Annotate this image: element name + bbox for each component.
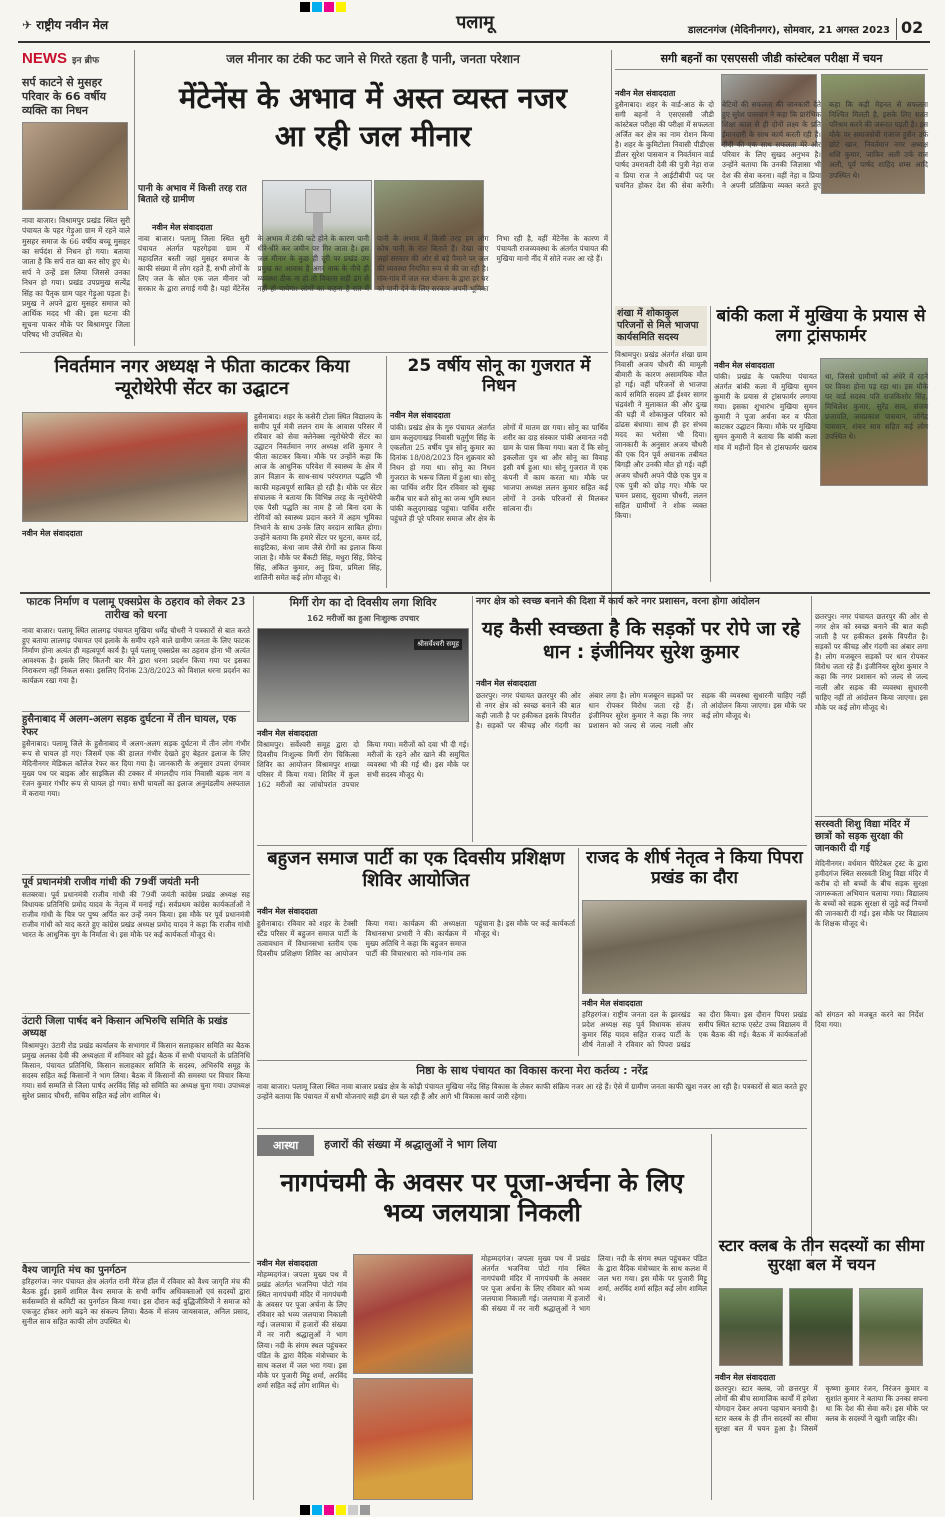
nagpanchami-story	[257, 1132, 707, 1502]
nagpanchami-kicker: आस्था हजारों की संख्या में श्रद्धालुओं ने भाग लिया	[257, 1132, 707, 1158]
rjd-meeting-photo	[582, 900, 807, 994]
epilepsy-subhead: 162 मरीजों का हुआ निःशुल्क उपचार	[306, 613, 420, 623]
nagpanchami-body-a: मोहम्मदगंज। जपला मुख्य पथ में प्रखंड अंतर्गत भजनिया पोटो गांव स्थित नागपंचमी मंदिर में नागपंचमी के अवसर पर पूजा अर्चना के लिए रविवार को भव्य जलयात्रा निकाली गई। जलयात्रा में हजारों की संख्या में नर नारी श्रद्धालुओं ने भाग लिया। नदी के संगम स्थल पहुंचकर पंडित के द्वारा वैदिक मंत्रोच्चार के साथ कलश में जल भरा गया। इस मौके पर पुजारी मिट्टू शर्मा, अरविंद शर्मा सहित कई लोग शामिल थे।	[257, 1270, 347, 1390]
star-member-photo-3	[859, 1288, 923, 1366]
clean-byline: नवीन मेल संवाददाता	[476, 678, 537, 688]
panchayat-story	[257, 1064, 807, 1124]
page-number: 02	[896, 18, 926, 40]
saraswati-body: मेदिनीनगर। वर्धमान चैरिटेबल ट्रस्ट के द्वारा हमीदगंज स्थित सरस्वती शिशु विद्या मंदिर में करीब दो सौ बच्चों के बीच सड़क सुरक्षा जागरूकता अभियान चलाया गया। विद्यालय के बच्चों को सड़क सुरक्षा से जुड़े कई नियमों की जानकारी दी गई। इस मौके पर विद्यालय के शिक्षक मौजूद थे।	[815, 858, 928, 929]
news-brief	[22, 48, 130, 346]
header-rule	[18, 41, 930, 43]
rjd-byline: नवीन मेल संवाददाता	[582, 999, 643, 1008]
camp-photo	[257, 628, 469, 722]
accident-body: हुसैनाबाद। पलामू जिले के हुसैनाबाद में अलग-अलग सड़क दुर्घटना में तीन लोग गंभीर रूप से घायल हो गए। जिसमें एक की हालत गंभीर देखते हुए बेहतर इलाज के लिए मेदिनीनगर मेडिकल कॉलेज रेफर कर दिया गया है। जानकारी के अनुसार उपला दंगवार मुख्य पथ पर बाइक और साइकिल की टक्कर में मंगलदीप गांव निवासी बड़क नाग व रंजन कुमार गंभीर रूप से घायल हो गया। सभी घायलों का इलाज अनुमंडलीय अस्पताल में कराया गया।	[22, 739, 250, 799]
clean-body-continued: छतरपुर। नगर पंचायत छतरपुर की ओर से नगर क्षेत्र को स्वच्छ बनाने की बात कही जाती है पर हकीकत इसके विपरीत है। सड़कों पर कीचड़ और गंदगी का अंबार लगा है। लोग मजबूरन सड़कों पर धान रोपकर विरोध जता रहे हैं। इंजीनियर सुरेश कुमार ने कहा कि नगर प्रशासन को जल्द से जल्द नाली और सड़क की व्यवस्था सुधारनी चाहिए नहीं तो आंदोलन किया जाएगा। इस मौके पर कई लोग मौजूद थे।	[815, 612, 928, 712]
epilepsy-byline: नवीन मेल संवाददाता	[257, 729, 318, 738]
star-body: छतरपुर। स्टार क्लब, जो छत्तरपुर में लोगों की बीच सामाजिक कार्यों में हमेशा योगदान देकर अपना पहचान बनायी है। स्टार क्लब के ही तीन सदस्यों का सीमा सुरक्षा बल में चयन हुआ है। जिसमें कृष्णा कुमार रंजन, निरंजन कुमार व सुशांत कुमार ने बताया कि उनका सपना था कि देश की सेवा करें। इस मौके पर क्लब के सदस्यों ने खुशी जाहिर की।	[715, 1384, 928, 1434]
clean-body: छतरपुर। नगर पंचायत छतरपुर की ओर से नगर क्षेत्र को स्वच्छ बनाने की बात कही जाती है पर हकीकत इसके विपरीत है। सड़कों पर कीचड़ और गंदगी का अंबार लगा है। लोग मजबूरन सड़कों पर धान रोपकर विरोध जता रहे हैं। इंजीनियर सुरेश कुमार ने कहा कि नगर प्रशासन को जल्द से जल्द नाली और सड़क की व्यवस्था सुधारनी चाहिए नहीं तो आंदोलन किया जाएगा। इस मौके पर कई लोग मौजूद थे।	[476, 690, 806, 731]
constables-body: हुसैनाबाद। शहर के वार्ड-आठ के दो सगी बहनों ने एसएससी जीडी कांस्टेबल परीक्षा की परीक्षा में सफलता अर्जित कर क्षेत्र का नाम रोशन किया है। शहर के कुमिटोला निवासी पीडीएस डीलर सुरेश पासवान व निवर्तमान वार्ड पार्षद उमरावती देवी की पुत्री नेहा राज व प्रिया राज ने आईटीबीपी पद पर चयनित होकर देश की सेवा करेंगी। बेटियों की सफलता की जानकारी देते हुए सुरेश पासवान ने कहा कि प्रारंभिक शिक्षा काल से ही दोनों लक्ष्य के प्रति ईमानदारी के साथ कार्य करती रही हैं। दीदी की एक साथ सफलता मेरे और परिवार के लिए सुखद अनुभव है। उन्होंने बताया कि उनकी जिज्ञासा भी देश की सेवा करना। वहीं नेहा व प्रिया ने अपनी प्रतिक्रिया व्यक्त करते हुए कहा कि कड़ी मेहनत से सफलता निश्चित मिलती है, इसके लिए सतत परिश्रम करने की जरूरत पड़ती है। इस मौके पर समाजसेवी एजाज हुसैन उर्फ छोटे खान, निवर्तमान नगर अध्यक्ष शशि कुमार, जाकिर अली उर्फ राज अली, पूर्व पार्षद शाहिद शम्स आदि उपस्थित थे।	[615, 100, 928, 190]
rjd-body: हरिहरगंज। राष्ट्रीय जनता दल के झारखंड प्रदेश अध्यक्ष सह पूर्व विधायक संजय कुमार सिंह यादव सहित राजद पार्टी के शीर्ष नेताओं ने रविवार को पिपरा प्रखंड का दौरा किया। इस दौरान पिपरा प्रखंड समीप स्थित स्टाफ एस्टेट उच्च विद्यालय में एक बैठक की गई। बैठक में कार्यकर्ताओं को संगठन को मजबूत करने का निर्देश दिया गया।	[582, 1010, 924, 1050]
page-header	[0, 0, 945, 46]
section-name: पलामू	[456, 12, 494, 33]
transformer-body: पांकी। प्रखंड के पकरिया पंचायत अंतर्गत बांकी कला में मुखिया सुमन कुमारी के प्रयास से ट्रांसफार्मर लगाया गया। इसका शुभारंभ मुखिया सुमन कुमारी ने पूजा अर्चना कर व फीता काटकर उद्घाटन किया। मौके पर मुखिया सुमन कुमारी ने बताया कि बांकी कला गांव में महीनों दिन से ट्रांसफार्मर खराब था, जिससे ग्रामीणों को अंधेरे में रहने पर विवश होना पड़ रहा था। इस मौके पर वार्ड सदस्य पति राजकिशोर सिंह, मिथिलेश कुमार, सुरेंद्र साव, संजय प्रजापति, जयप्रकाश पासवान, जोगेंद्र पासवान, शंकर साव सहित कई लोग उपस्थित थे।	[714, 372, 928, 452]
faith-tag: आस्था	[257, 1135, 314, 1156]
constables-story	[615, 52, 928, 302]
clean-story	[476, 596, 806, 842]
clean-headline: यह कैसी स्वच्छता है कि सड़कों पर रोपे जा रहे धान : इंजीनियर सुरेश कुमार	[481, 617, 801, 663]
clean-kicker: नगर क्षेत्र को स्वच्छ बनाने की दिशा में कार्य करे नगर प्रशासन, वरना होगा आंदोलन	[476, 596, 760, 607]
epilepsy-headline: मिर्गी रोग का दो दिवसीय लगा शिविर	[289, 596, 437, 609]
gate-body: नावा बाजार। पलामू स्थित लालगढ़ पंचायत मुखिया धर्मेंद्र चौधरी ने पत्रकारों से बात करते हुए बताया लालगढ़ पंचायत एवं इलाके के समीप रहने वाले ग्रामीण जनता के लिए फाटक निर्माण होना अत्यंत ही महत्वपूर्ण कार्य है। पूर्व पलामू एक्सप्रेस का ठहराव होना भी अत्यंत आवश्यक है। इसके लिए कितनी बार मैंने द्वारा धरना प्रदर्शन किया गया पर इसका निराकरण नहीं निकल सका। इसलिए दिनांक 23/8/2023 को विशाल धरना प्रदर्शन का कार्यक्रम रखा गया है।	[22, 626, 250, 686]
jalyatra-photo-2	[353, 1378, 473, 1500]
gate-story	[22, 596, 250, 1500]
sonu-story	[390, 356, 608, 588]
nagpanchami-headline: नागपंचमी के अवसर पर पूजा-अर्चना के लिए भव्य जलयात्रा निकली	[280, 1168, 684, 1227]
bsp-story	[257, 848, 575, 1058]
bird-logo-icon: ✈	[22, 18, 33, 32]
panchayat-body: नावा बाजार। पलामू जिला स्थित नावा बाजार प्रखंड क्षेत्र के कोढ़ी पंचायत मुखिया नरेंद्र सिंह विकास के लेकर काफी संक्रिय नजर आ रहे हैं। ऐसे में ग्रामीण जनता काफी खुश नजर आ रही है। पत्रकारों से बात करते हुए उन्होंने बताया कि पंचायत में सभी योजनाएं सही ढंग से चल रही हैं और आगे भी विकास कार्य जारी रहेगा।	[257, 1081, 807, 1101]
vaishya-headline: वैश्य जागृति मंच का पुनर्गठन	[22, 1262, 250, 1278]
lead-body: नावा बाजार। पलामू जिला स्थित सुरी पंचायत अंतर्गत पहरगेड़वा ग्राम में महादलित बस्ती जहां मुसहर समाज के काफी संख्या में लोग रहते हैं, सभी लोगों के लिए जल के स्रोत एक जल मीनार जो सरकार के द्वारा लगाई गयी है। यहां मेंटेनेंस के अभाव में टंकी फटे होने के कारण पानी धीरे-धीरे कर जमीन पर गिर जाता है। इस जल मीनार के कुछ ही दूरी पर प्रखंड उप प्रमुख का आवास है अगर नाक के नीचे ही व्यवस्था ठीक ना हो तो विकास सही ढंग से नहीं हो पायेगा। लोगों का कहना है रात में पानी के अभाव में किसी तरह हम लोग कोष पानी के रात बिताते हैं। देखा जाए जहां सरकार की ओर से बड़े पैमाने पर जल की व्यवस्था नियमित रूप से की जा रही है। गांव-गांव में जल नल योजना के द्वारा हर घर को पानी देने के लिए सरकार अपनी भूमिका निभा रही है, वहीं मेंटेनेंस के कारण में पंचायती राजव्यवस्था के अंतर्गत पंचायत की मुखिया मानो नींद में सोते नजर आ रहे हैं।	[138, 234, 608, 294]
news-brief-logo: NEWS इन ब्रीफ	[22, 50, 100, 67]
news-brief-title: सर्प काटने से मुसहर परिवार के 66 वर्षीय व्यक्ति का निधन	[22, 76, 107, 117]
snakebite-photo	[22, 122, 128, 210]
constables-headline: सगी बहनों का एसएससी जीडी कांस्टेबल परीक्षा में चयन	[615, 52, 928, 70]
transformer-headline: बांकी कला में मुखिया के प्रयास से लगा ट्रांसफार्मर	[716, 306, 926, 347]
panchayat-headline: निष्ठा के साथ पंचायत का विकास करना मेरा कर्तव्य : नरेंद्र	[416, 1064, 648, 1077]
star-member-photo-1	[719, 1288, 783, 1366]
gate-headline: फाटक निर्माण व पलामू एक्सप्रेस के ठहराव को लेकर 23 तारीख को धरना	[26, 596, 246, 622]
masthead: ✈ राष्ट्रीय नवीन मेल	[22, 18, 109, 32]
untari-body: विश्रामपुर। उंटारी रोड प्रखंड कार्यालय के सभागार में किसान सलाहकार समिति का बैठक प्रमुख अलका देवी की अध्यक्षता में शनिवार को हुई। बैठक में सभी पंचायतों के प्रतिनिधि किसान, पंचायत प्रतिनिधि, किसान सलाहकार समिति के सदस्य, अभिरुचि समूह के सदस्य सहित कई किसानों ने भाग लिया। बैठक में किसानों की समस्या पर विचार किया गया। सर्व सम्मति से जिला पार्षद अरविंद सिंह को समिति का अध्यक्ष चुना गया। उपाध्यक्ष सुरेश प्रसाद चौधरी, सचिव सहित कई लोग शामिल थे।	[22, 1040, 250, 1100]
rjd-headline: राजद के शीर्ष नेतृत्व ने किया पिपरा प्रखंड का दौरा	[586, 848, 803, 889]
lead-byline: नवीन मेल संवाददाता	[152, 223, 213, 232]
lead-story	[138, 52, 608, 350]
condolence-story	[615, 306, 707, 586]
camp-banner: श्रीसर्वेश्वरी समूह	[414, 639, 462, 650]
epilepsy-body: विश्रामपुर। सर्वेश्वरी समूह द्वारा दो दिवसीय निःशुल्क मिर्गी रोग चिकित्सा शिविर का आयोजन विश्रामपुर शाखा परिसर में किया गया। शिविर में कुल 162 मरीजों का जांचोपरांत उपचार किया गया। मरीजों को दवा भी दी गई। मरीजों के रहने और खाने की समुचित व्यवस्था भी की गई थी। इस मौके पर सभी सदस्य मौजूद थे।	[257, 740, 469, 790]
neuro-story	[22, 356, 382, 588]
accident-headline: हुसैनाबाद में अलग-अलग सड़क दुर्घटना में तीन घायल, एक रेफर	[22, 711, 250, 739]
rajiv-headline: पूर्व प्रधानमंत्री राजीव गांधी की 79वीं जयंती मनी	[22, 874, 250, 890]
transformer-byline: नवीन मेल संवाददाता	[714, 361, 775, 370]
neuro-headline: निवर्तमान नगर अध्यक्ष ने फीता काटकर किया न्यूरोथेरेपी सेंटर का उद्घाटन	[54, 356, 350, 399]
saraswati-headline: सरस्वती शिशु विद्या मंदिर में छात्रों को सड़क सुरक्षा की जानकारी दी गई	[815, 816, 928, 855]
star-member-photo-2	[789, 1288, 853, 1366]
lead-subhead: पानी के अभाव में किसी तरह रात बिताते रहे ग्रामीण	[138, 184, 247, 206]
news-brief-body: नावा बाजार। विश्रामपुर प्रखंड स्थित सुरी पंचायत के पहर गेड़ुआ ग्राम में रहने वाले मुसहर समाज के 66 वर्षीय बच्चू मुसहर का सर्पदंश से निधन हो गया। बताया जाता है कि सर्प रात खा कर सोए हुए थे। सर्प ने उन्हें डस लिया जिससे उनका निधन हो गया। प्रखंड उपप्रमुख सत्येंद्र सिंह का पैतृक ग्राम पहर गेड़ुआ पड़ता है। प्रमुख ने अपने द्वारा मुसहर समाज को आर्थिक मदद भी की। इस घटना की सूचना पाकर मौके पर बिश्रामपुर जिला परिषद भी उपस्थित थे।	[22, 216, 130, 339]
sonu-byline: नवीन मेल संवाददाता	[390, 411, 451, 420]
jalyatra-photo-1	[353, 1254, 473, 1374]
transformer-story	[714, 306, 928, 588]
star-byline: नवीन मेल संवाददाता	[715, 1373, 776, 1382]
bsp-byline: नवीन मेल संवाददाता	[257, 907, 318, 916]
neuro-inauguration-photo	[22, 412, 248, 522]
condolence-headline: शंखा में शोकाकुल परिजनों से मिले भाजपा कार्यसमिति सदस्य	[615, 306, 707, 346]
star-story	[715, 1236, 928, 1502]
clean-continued	[815, 612, 928, 812]
nagpanchami-byline: नवीन मेल संवाददाता	[257, 1259, 318, 1268]
star-headline: स्टार क्लब के तीन सदस्यों का सीमा सुरक्षा बल में चयन	[718, 1236, 925, 1275]
dateline: डालटनगंज (मेदिनीनगर), सोमवार, 21 अगस्त 2023	[688, 25, 890, 36]
sonu-headline: 25 वर्षीय सोनू का गुजरात में निधन	[407, 356, 591, 397]
lead-kicker: जल मीनार का टंकी फट जाने से गिरते रहता है पानी, जनता परेशान	[226, 52, 520, 66]
constables-byline: नवीन मेल संवाददाता	[615, 89, 676, 98]
neuro-byline: नवीन मेल संवाददाता	[22, 529, 83, 538]
lead-headline: मेंटेनेंस के अभाव में अस्त व्यस्त नजर आ रही जल मीनार	[178, 81, 568, 153]
neuro-body: हुसैनाबाद। शहर के कसेरी टोला स्थित विद्यालय के समीप पूर्व मंत्री ललन राम के आवास परिसर में रविवार को सेवा क्लेनेक्स न्यूरोथेरेपी सेंटर का उद्घाटन निवर्तमान नगर अध्यक्ष शशि कुमार ने फीता काटकर किया। मौके पर उन्होंने कहा कि आज के आधुनिक परिवेश में स्वास्थ्य के क्षेत्र में ज्ञान विज्ञान के साथ-साथ परंपरागत पद्धति भी काफी महत्वपूर्ण साबित हो रही है। मौके पर सेंटर संचालक ने बताया कि विभिन्न तरह के न्यूरोथेरेपी एक पैसी पद्धति का नाम है जो बिना दवा के रोगियों को स्वास्थ्य प्रदान करने में अहम भूमिका निभाने के साथ उनके लिए वरदान साबित होगा। उन्होंने बताया कि हमारे सेंटर पर घुटना, कमर दर्द, साइटिका, कंधा जाम जैसे रोगों का इलाज किया जाता है। मौके पर बैंकटी सिंह, मधुरा सिंह, विरेन्द्र सिंह, अंकित कुमार, अनु प्रिया, प्रमिला सिंह, शालिनी समेत कई लोग मौजूद थे।	[254, 412, 382, 583]
epilepsy-story	[257, 596, 469, 842]
footer-registration-marks	[300, 1505, 370, 1515]
bsp-body: हुसैनाबाद। रविवार को शहर के टेक्सी स्टैंड परिसर में बहुजन समाज पार्टी के तत्वावधान में विधानसभा स्तरीय एक दिवसीय प्रशिक्षण शिविर का आयोजन किया गया। कार्यक्रम की अध्यक्षता विधानसभा प्रभारी ने की। कार्यक्रम में मुख्य अतिथि ने कहा कि बहुजन समाज पार्टी की विचारधारा को गांव-गांव तक पहुंचाना है। इस मौके पर कई कार्यकर्ता मौजूद थे।	[257, 919, 575, 959]
rajiv-body: सतबरवा। पूर्व प्रधानमंत्री राजीव गांधी की 79वीं जयंती कांग्रेस प्रखंड अध्यक्ष सह विधायक प्रतिनिधि प्रमोद यादव के नेतृत्व में मनाई गई। सर्वप्रथम कांग्रेस कार्यकर्ताओं ने राजीव गांधी के चित्र पर पुष्प अर्पित कर उन्हें नमन किया। इस मौके पर पूर्व प्रधानमंत्री राजीव गांधी को याद करते हुए कांग्रेस प्रखंड अध्यक्ष प्रमोद यादव ने कहा कि राजीव गांधी भारत के आधुनिक युग के निर्माता थे। इस मौके पर कई कार्यकर्ता मौजूद थे।	[22, 889, 250, 939]
registration-marks	[300, 2, 346, 12]
condolence-body: विश्रामपुर। प्रखंड अंतर्गत शंखा ग्राम निवासी अजय चौधरी की मामूली बीमारी के कारण असामयिक मौत हो गई। वहीं परिजनों से भाजपा कार्य समिति सदस्य डॉ ईश्वर सागर चंद्रवंशी ने मुलाकात की और दुःख की घड़ी में शोकाकुल परिवार को ढांढस बंधाया। साथ ही हर संभव मदद का भरोसा भी दिया। जानकारी के अनुसार अजय चौधरी की एक दिन पूर्व अचानक तबीयत बिगड़ी और उनकी मौत हो गई। वहीं अजय चौधरी अपने पीछे एक पुत्र व एक पुत्री को छोड़ गए। मौके पर चमन प्रसाद, सुदामा चौधरी, ललन सहित ग्रामीणों ने शोक व्यक्त किया।	[615, 349, 707, 520]
sonu-body: पांकी। प्रखंड क्षेत्र के गुरु पंचायत अंतर्गत ग्राम कलुदगाखड़ निवासी चतुर्गुण सिंह के एकलौता 25 वर्षीय पुत्र सोनू कुमार का दिनांक 18/08/2023 दिन शुक्रवार को निधन हो गया था। सोनू का निधन गुजरात के भरूच जिला में हुआ था। सोनू का पार्थिव शरीर दिन रविवार को सुबह करीब चार बजे सोनू का जन्म भूमि स्थान पांकी कलुदगाखड़ पहुंचा। पार्थिव शरीर पहुंचते ही पूरे परिवार समाज और क्षेत्र के लोगों में मातम छा गया। सोनू का पार्थिव शरीर का दाह संस्कार पांकी अमानत नदी ग्राम के पास किया गया। बता दें कि सोनू इकलौता पुत्र था और सोनू का विवाह इसी वर्ष हुआ था। सोनू गुजरात में एक कंपनी में काम करता था। मौके पर भाजपा अध्यक्ष ललन कुमार सहित कई लोगों ने उनके परिजनों से मिलकर सांत्वना दी।	[390, 423, 608, 523]
vaishya-body: हरिहरगंज। नगर पंचायत क्षेत्र अंतर्गत रानी मैरेज हॉल में रविवार को वैश्य जागृति मंच की बैठक हुई। इसमें शामिल वैश्य समाज के सभी वर्गीय अधिवक्ताओं एवं सदस्यों द्वारा सर्वसम्मति से कमिटी का पुनर्गठन किया गया। इस दौरान कई बुद्धिजीवियों ने समाज को एकजुट होकर आगे बढ़ने का संकल्प लिया। बैठक में संजय जायसवाल, अनिल प्रसाद, सुनील साव सहित काफी लोग उपस्थित थे।	[22, 1277, 250, 1327]
bsp-headline: बहुजन समाज पार्टी का एक दिवसीय प्रशिक्षण शिविर आयोजित	[267, 848, 565, 891]
untari-headline: उंटारी जिला पार्षद बने किसान अभिरुचि समिति के प्रखंड अध्यक्ष	[22, 1013, 250, 1041]
nagpanchami-body-b: मोहम्मदगंज। जपला मुख्य पथ में प्रखंड अंतर्गत भजनिया पोटो गांव स्थित नागपंचमी मंदिर में नागपंचमी के अवसर पर पूजा अर्चना के लिए रविवार को भव्य जलयात्रा निकाली गई। जलयात्रा में हजारों की संख्या में नर नारी श्रद्धालुओं ने भाग लिया। नदी के संगम स्थल पहुंचकर पंडित के द्वारा वैदिक मंत्रोच्चार के साथ कलश में जल भरा गया। इस मौके पर पुजारी मिट्टू शर्मा, अरविंद शर्मा सहित कई लोग शामिल थे।	[481, 1254, 707, 1314]
